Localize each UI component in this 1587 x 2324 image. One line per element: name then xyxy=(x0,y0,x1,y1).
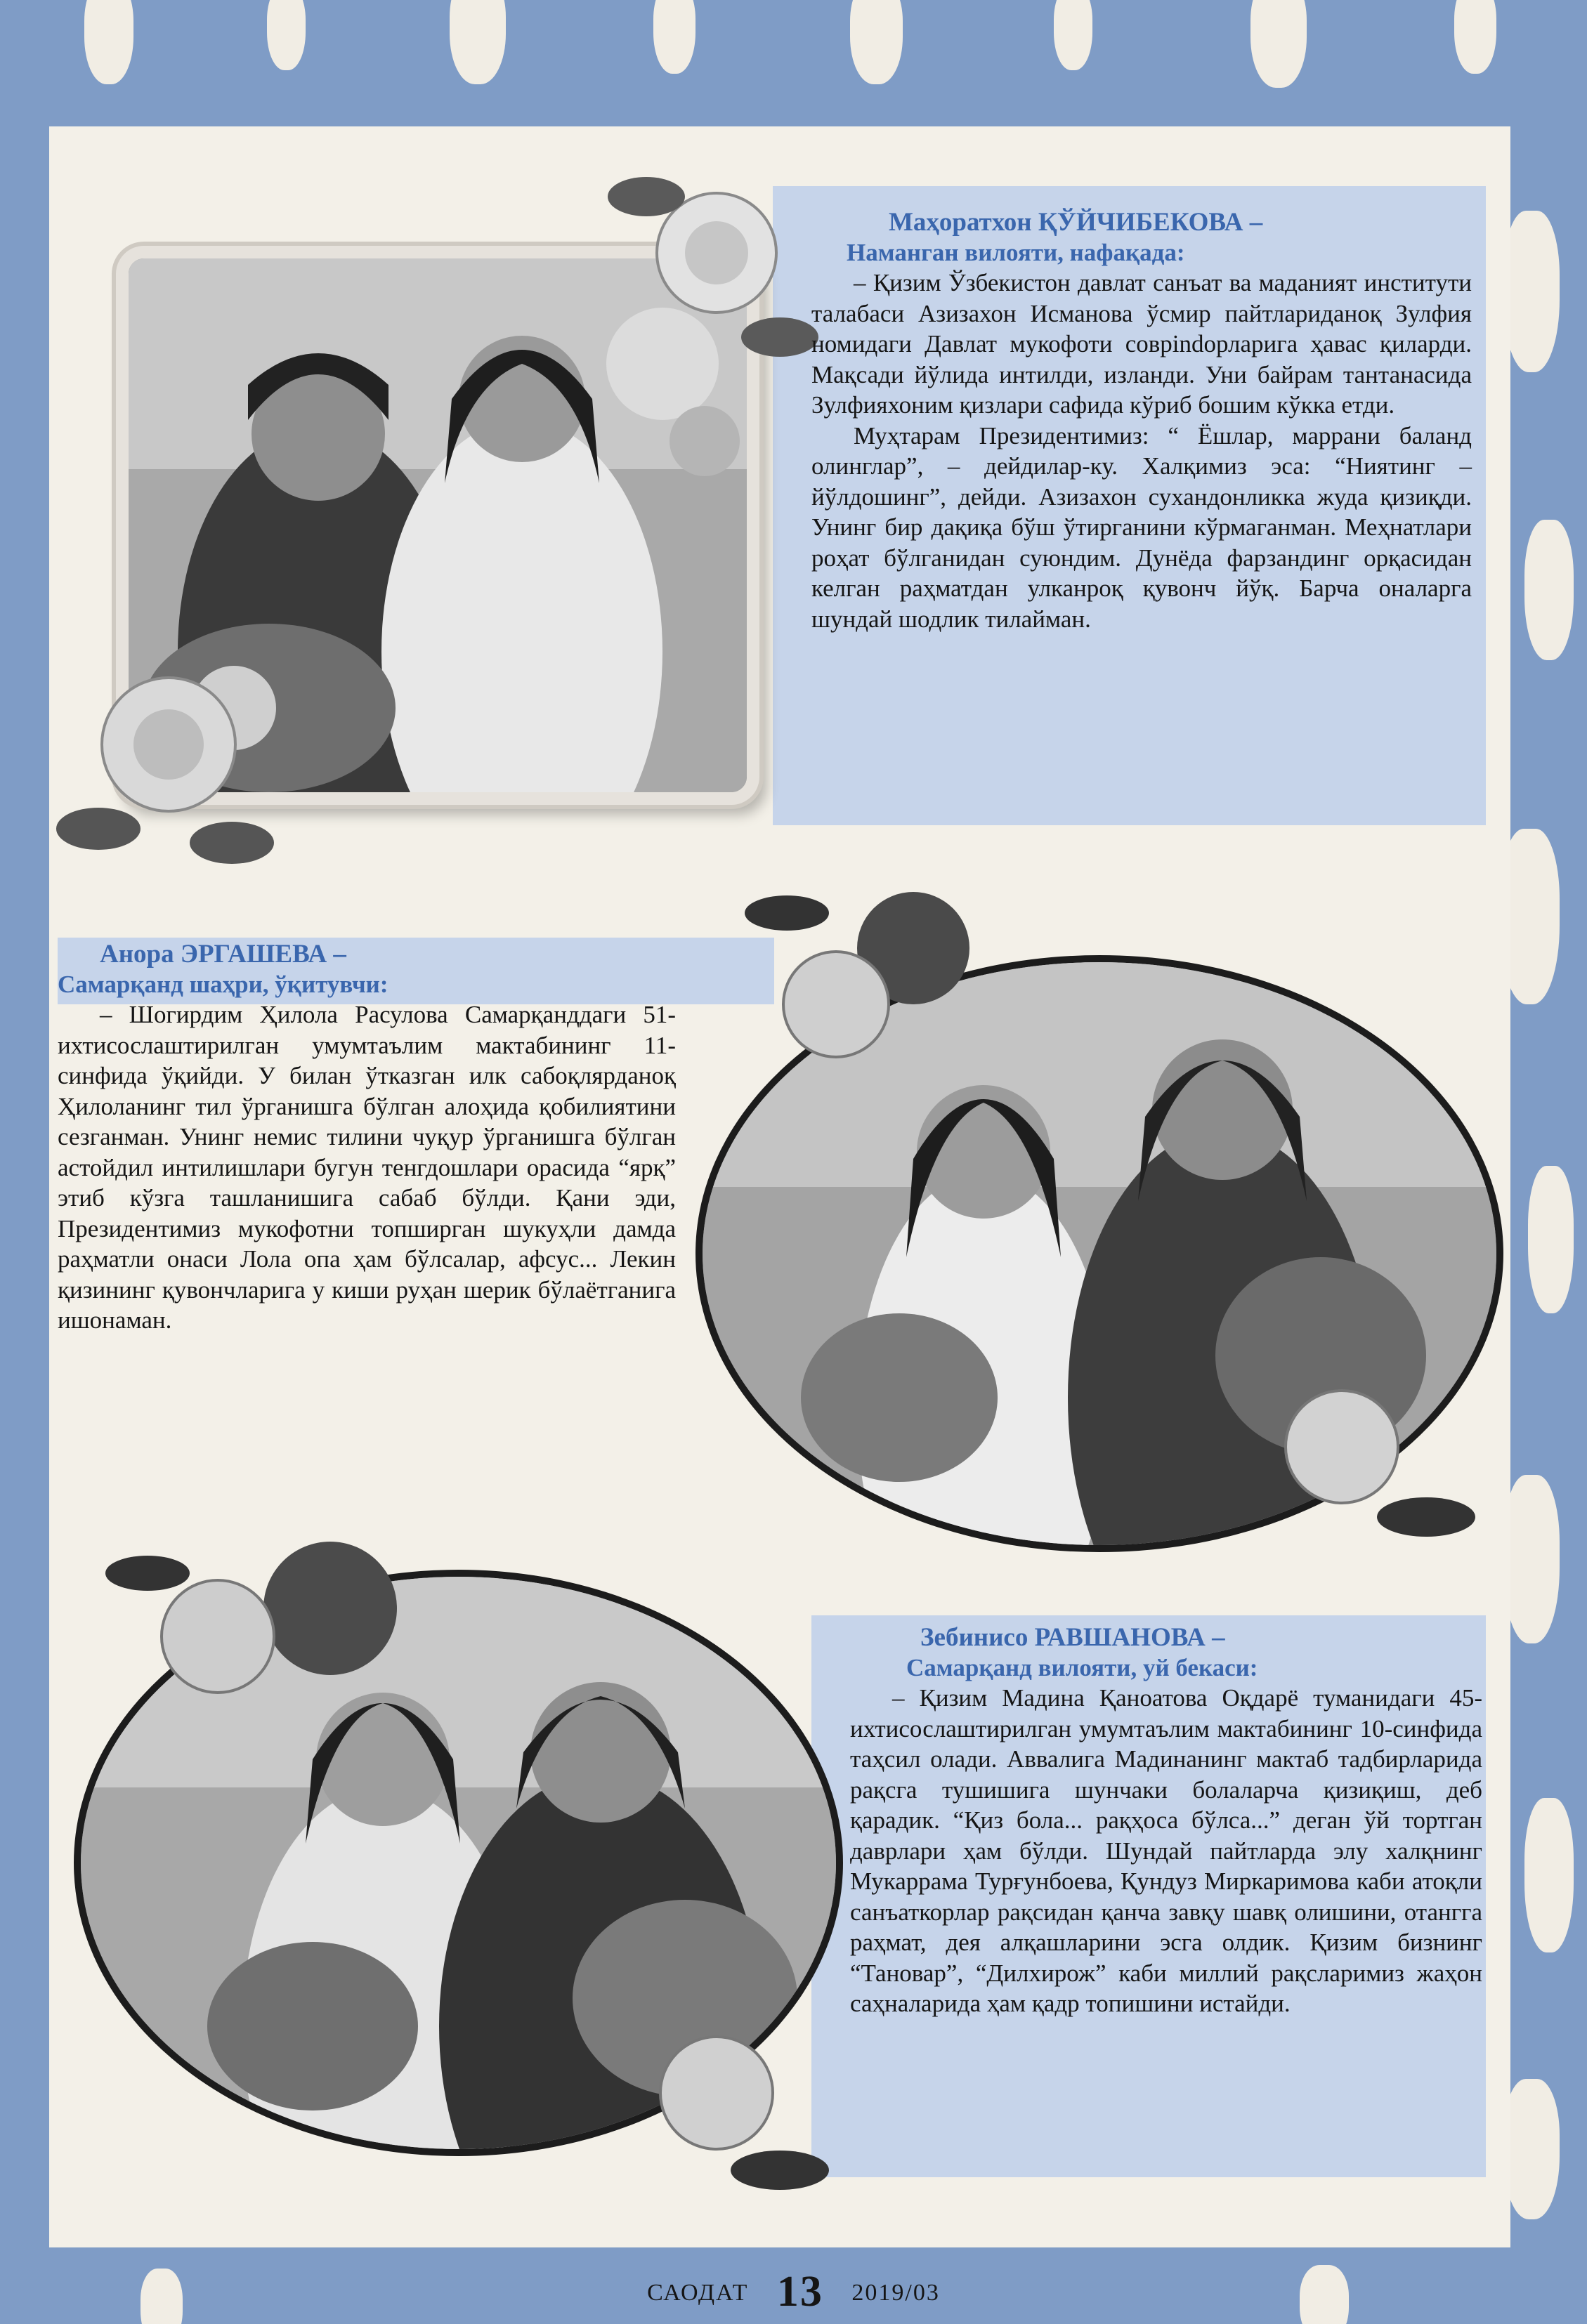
page-number: 13 xyxy=(776,2268,823,2316)
ikat-border-left xyxy=(0,126,49,2247)
issue-number: 2019/03 xyxy=(851,2280,940,2306)
section2-author-name: Анора ЭРГАШЕВА – xyxy=(100,940,346,969)
section1-paragraph: Муҳтарам Президентимиз: “ Ёшлар, маррани баланд олинглар”, – дейдилар-ку. Халқимиз эса: “Ниятинг – йўлдошинг”, дейди. Азизахон сухандонликка жуда қизиқди. Унинг бир дақиқа бўш ўтирганини кўрмаганман. Меҳнатлари роҳат бўлганидан суюндим. Дунёда фарзандинг орқасидан келган раҳматдан улканроқ қувонч йўқ. Барча оналарга шундай шодлик тилайман. xyxy=(811,421,1472,633)
ikat-border-right xyxy=(1510,126,1587,2247)
section2-flower-decoration-bottom xyxy=(1250,1363,1482,1573)
section3-paragraph: – Қизим Мадина Қаноатова Оқдарё туманидаги 45-ихтисослаштирилган умумтаълим мактабининг 10-синфида таҳсил олади. Аввалига Мадинанинг мактаб тадбирларида рақсга тушишига шунчаки болаларча қизиқиш, деб қарадик. “Қиз бола... рақҳоса бўлса...” деган ўй тортган даврлари ҳам бўлди. Шундай пайтларда элу халқнинг Мукаррама Турғунбоева, Қундуз Миркаримова каби атоқли санъаткорлар рақсидан қанча завқу шавқ олишини, отангга раҳмат, дея алқашларини эсга олдик. Қизим бизнинг “Тановар”, “Дилхирож” каби миллий рақсларимиз жаҳон саҳналарида ҳам қадр топишини истайди. xyxy=(850,1684,1482,2017)
section1-flower-decoration xyxy=(49,618,281,885)
section2-paragraph: – Шогирдим Ҳилола Расулова Самарқанддаги 51-ихтисослаштирилган умумтаълим мактабининг 11-синфида ўқийди. У билан ўтказган илк сабоқлярданоқ Ҳилоланинг тил ўрганишга бўлган алоҳида қобилиятини сезганман. Унинг немис тилини чуқур ўрганишга бўлган астойдил интилишлари бугун тенгдошлари орасида “ярқ” этиб кўзга ташланишига сабаб бўлди. Қани эди, Президентимиз мукофотни топширган шукуҳли дамда раҳматли онаси Лола опа ҳам бўлсалар, афсус... Лекин қизининг қувончларига у киши руҳан шерик бўлаётганига ишонаман. xyxy=(58,1001,676,1334)
section2-author-place: Самарқанд шаҳри, ўқитувчи: xyxy=(58,971,388,998)
section1-text xyxy=(811,207,1472,634)
section1-author-name: Маҳоратхон ҚЎЙЧИБЕКОВА – xyxy=(889,208,1263,237)
page-footer xyxy=(0,2267,1587,2317)
section3-author-place: Самарқанд вилояти, уй бекаси: xyxy=(906,1654,1258,1681)
section3-flower-decoration-bottom xyxy=(618,2009,843,2219)
ikat-border-top xyxy=(0,0,1587,126)
section1-paragraph: – Қизим Ўзбекистон давлат санъат ва маданият институти талабаси Азизахон Исманова ўсмир пайтлариданоқ Зулфия номидаги Давлат мукофоти соврindорларига ҳавас қиларди. Мақсади йўлида интилди, изланди. Уни байрам тантанасида Зулфияхоним қизлари сафида кўриб бошим кўкка етди. xyxy=(811,269,1472,419)
section3-flower-decoration-top xyxy=(105,1517,443,1728)
section3-text xyxy=(850,1622,1482,2019)
section2-text xyxy=(58,939,676,1336)
section1-author-place: Наманган вилояти, нафақада: xyxy=(847,239,1185,266)
section1-flower-decoration-top xyxy=(590,155,822,379)
section2-flower-decoration-top xyxy=(745,871,1012,1082)
magazine-name: САОДАТ xyxy=(647,2280,749,2306)
section3-author-name: Зебинисо РАВШАНОВА – xyxy=(920,1623,1225,1652)
